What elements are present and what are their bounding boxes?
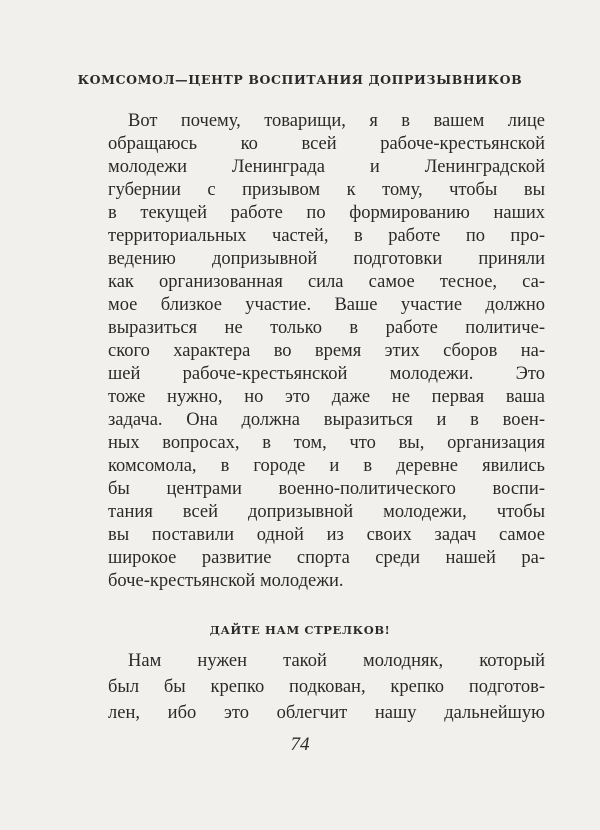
text-line: лен, ибо это облегчит нашу дальнейшую: [108, 703, 545, 723]
text-line: ведению допризывной подготовки приняли: [108, 249, 545, 269]
text-line: был бы крепко подкован, крепко подготов-: [108, 677, 545, 697]
paragraph-strelkov: [108, 648, 545, 726]
text-line: ского характера во время этих сборов на-: [108, 341, 545, 361]
text-line: Нам нужен такой молодняк, который: [128, 651, 545, 671]
text-line: вы поставили одной из своих задач самое: [108, 525, 545, 545]
text-line: боче-крестьянской молодежи.: [108, 571, 344, 591]
text-line: выразиться не только в работе политиче-: [108, 318, 545, 338]
page-number: 74: [290, 734, 310, 755]
text-line: молодежи Ленинграда и Ленинградской: [108, 157, 545, 177]
text-line: тания всей допризывной молодежи, чтобы: [108, 502, 545, 522]
text-line: ных вопросах, в том, что вы, организация: [108, 433, 545, 453]
text-line: как организованная сила самое тесное, са-: [108, 272, 545, 292]
section-heading-strelkov: ДАЙТЕ НАМ СТРЕЛКОВ!: [209, 623, 391, 637]
text-line: тоже нужно, но это даже не первая ваша: [108, 387, 545, 407]
text-line: мое близкое участие. Ваше участие должно: [108, 295, 545, 315]
text-line: территориальных частей, в работе по про-: [108, 226, 545, 246]
text-line: губернии с призывом к тому, чтобы вы: [108, 180, 545, 200]
text-line: Вот почему, товарищи, я в вашем лице: [128, 111, 545, 131]
text-line: задача. Она должна выразиться и в воен-: [108, 410, 545, 430]
text-line: в текущей работе по формированию наших: [108, 203, 545, 223]
text-line: широкое развитие спорта среди нашей ра-: [108, 548, 545, 568]
text-line: бы центрами военно-политического воспи-: [108, 479, 545, 499]
text-line: комсомола, в городе и в деревне явились: [108, 456, 545, 476]
text-line: обращаюсь ко всей рабоче-крестьянской: [108, 134, 545, 154]
paragraph-komsomol: [108, 110, 545, 593]
text-line: шей рабоче-крестьянской молодежи. Это: [108, 364, 545, 384]
section-heading-komsomol: КОМСОМОЛ—ЦЕНТР ВОСПИТАНИЯ ДОПРИЗЫВНИКОВ: [77, 72, 523, 87]
